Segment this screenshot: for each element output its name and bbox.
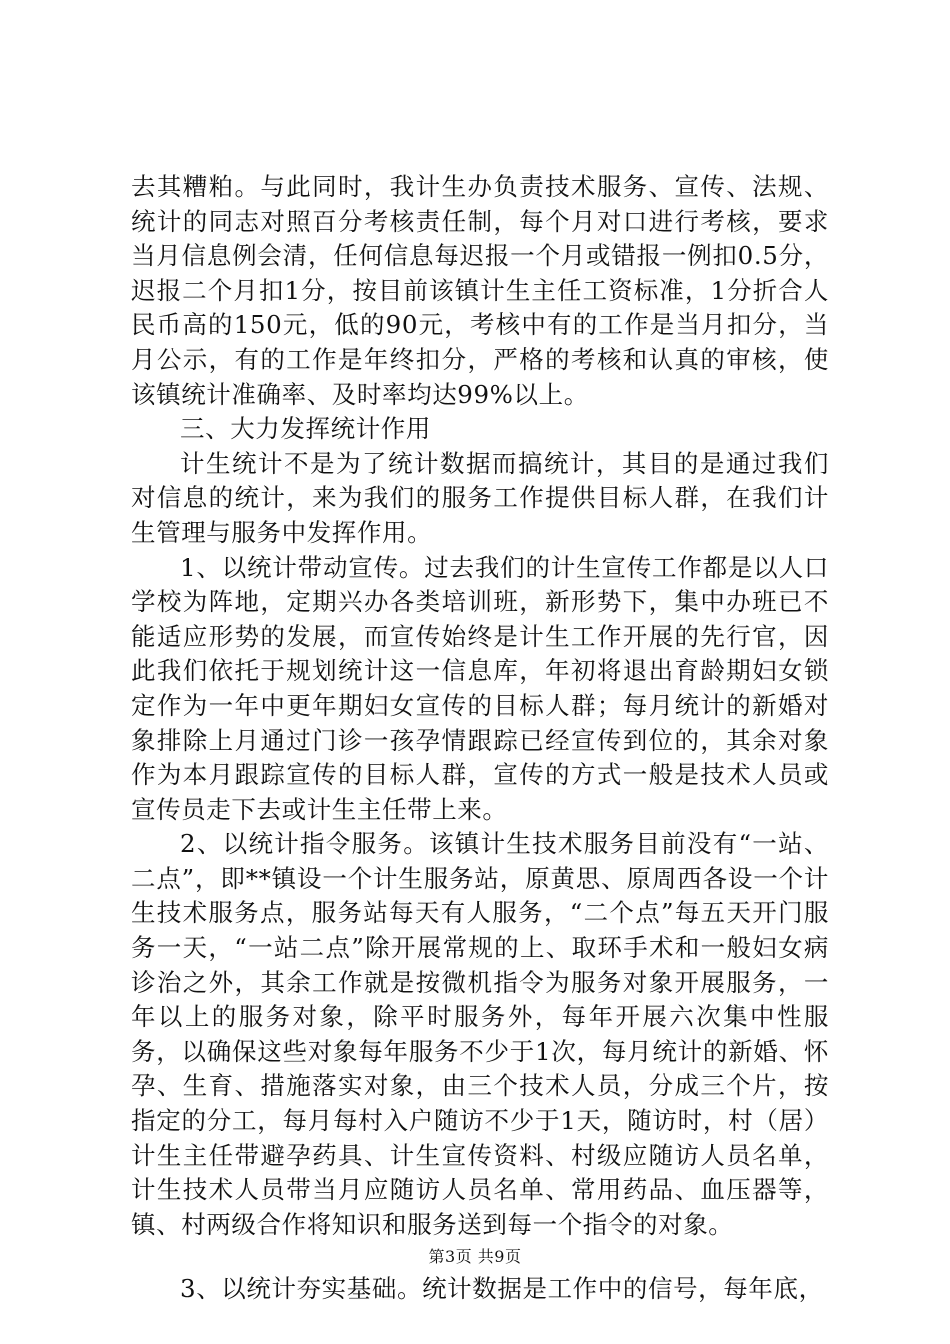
paragraph-item-1: 1、以统计带动宣传。过去我们的计生宣传工作都是以人口学校为阵地，定期兴办各类培训班，新形势下，集中办班已不能适应形势的发展，而宣传始终是计生工作开展的先行官，因此我们依托于规划统计这一信息库，年初将退出育龄期妇女锁定作为一年中更年期妇女宣传的目标人群；每月统计的新婚对象排除上月通过门诊一孩孕情跟踪已经宣传到位的，其余对象作为本月跟踪宣传的目标人群，宣传的方式一般是技术人员或宣传员走下去或计生主任带上来。 <box>131 552 829 824</box>
paragraph-continuation: 去其糟粕。与此同时，我计生办负责技术服务、宣传、法规、统计的同志对照百分考核责任制，每个月对口进行考核，要求当月信息例会清，任何信息每迟报一个月或错报一例扣0.5分，迟报二个月扣1分，按目前该镇计生主任工资标准，1分折合人民币高的150元，低的90元，考核中有的工作是当月扣分，当月公示，有的工作是年终扣分，严格的考核和认真的审核，使该镇统计准确率、及时率均达99%以上。 <box>131 172 829 409</box>
section-heading: 三、大力发挥统计作用 <box>180 414 431 444</box>
document-body <box>131 170 829 1307</box>
paragraph-item-2: 2、以统计指令服务。该镇计生技术服务目前没有“一站、二点”，即**镇设一个计生服务站，原黄思、原周西各设一个计生技术服务点，服务站每天有人服务，“二个点”每五天开门服务一天，“一站二点”除开展常规的上、取环手术和一般妇女病诊治之外，其余工作就是按微机指令为服务对象开展服务，一年以上的服务对象，除平时服务外，每年开展六次集中性服务，以确保这些对象每年服务不少于1次，每月统计的新婚、怀孕、生育、措施落实对象，由三个技术人员，分成三个片，按指定的分工，每月每村入户随访不少于1天，随访时，村（居）计生主任带避孕药具、计生宣传资料、村级应随访人员名单，计生技术人员带当月应随访人员名单、常用药品、血压器等，镇、村两级合作将知识和服务送到每一个指令的对象。 <box>131 829 829 1239</box>
paragraph-intro: 计生统计不是为了统计数据而搞统计，其目的是通过我们对信息的统计，来为我们的服务工作提供目标人群，在我们计生管理与服务中发挥作用。 <box>131 448 829 547</box>
paragraph-item-3: 3、以统计夯实基础。统计数据是工作中的信号，每年底， <box>180 1274 824 1304</box>
page-footer: 第3页 共9页 <box>428 1247 522 1266</box>
